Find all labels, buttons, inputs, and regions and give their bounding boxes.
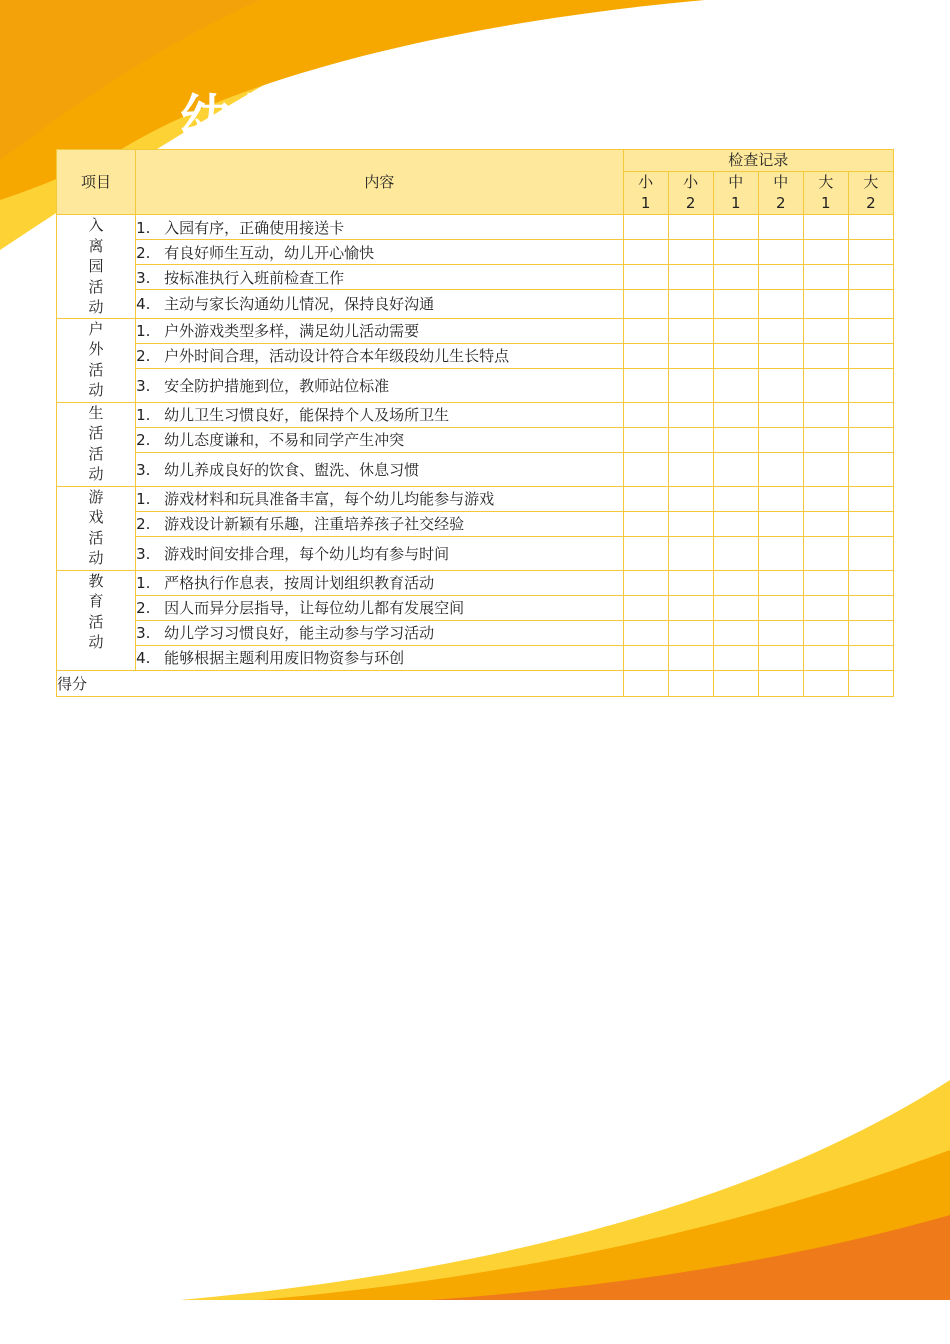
record-cell[interactable]: [803, 402, 848, 427]
item-number: 2.: [136, 515, 151, 533]
item-text: 幼儿卫生习惯良好，能保持个人及场所卫生: [164, 406, 450, 424]
category-char: 动: [88, 465, 104, 483]
record-cell[interactable]: [803, 595, 848, 620]
record-cell[interactable]: [848, 452, 893, 486]
record-cell[interactable]: [713, 318, 758, 343]
score-cell[interactable]: [848, 670, 893, 696]
item-text: 幼儿学习习惯良好，能主动参与学习活动: [164, 624, 435, 642]
content-cell: [136, 402, 624, 427]
table-row: [57, 290, 894, 318]
record-cell[interactable]: [713, 645, 758, 670]
record-cell[interactable]: [623, 511, 668, 536]
header-record: 检查记录: [623, 150, 893, 172]
record-cell[interactable]: [848, 536, 893, 570]
category-cell: [57, 318, 136, 402]
record-cell[interactable]: [713, 290, 758, 318]
item-number: 2.: [136, 599, 151, 617]
record-cell[interactable]: [848, 427, 893, 452]
record-cell[interactable]: [848, 645, 893, 670]
content-cell: [136, 343, 624, 368]
record-cell[interactable]: [668, 486, 713, 511]
record-cell[interactable]: [848, 620, 893, 645]
item-number: 2.: [136, 431, 151, 449]
record-cell[interactable]: [668, 215, 713, 240]
item-text: 游戏材料和玩具准备丰富，每个幼儿均能参与游戏: [164, 490, 495, 508]
record-cell[interactable]: [668, 645, 713, 670]
header-class-column: 小 1: [623, 172, 668, 215]
record-cell[interactable]: [713, 427, 758, 452]
record-cell[interactable]: [713, 620, 758, 645]
category-char: 动: [88, 298, 104, 316]
table-row: [57, 570, 894, 595]
item-text: 有良好师生互动，幼儿开心愉快: [164, 243, 375, 262]
record-cell[interactable]: [758, 645, 803, 670]
category-char: 动: [88, 549, 104, 567]
score-cell[interactable]: [623, 670, 668, 696]
header-class-column: 大 2: [848, 172, 893, 215]
item-text: 按标准执行入班前检查工作: [164, 268, 345, 287]
record-cell[interactable]: [803, 318, 848, 343]
record-cell[interactable]: [848, 343, 893, 368]
item-number: 1.: [136, 322, 151, 340]
record-cell[interactable]: [623, 570, 668, 595]
category-char: 动: [88, 633, 104, 651]
item-text: 游戏设计新颖有乐趣，注重培养孩子社交经验: [164, 515, 465, 533]
table-row: [57, 452, 894, 486]
table-row: [57, 343, 894, 368]
record-cell[interactable]: [668, 511, 713, 536]
table-row: [57, 645, 894, 670]
category-cell: [57, 486, 136, 570]
record-cell[interactable]: [848, 402, 893, 427]
record-cell[interactable]: [758, 290, 803, 318]
record-cell[interactable]: [668, 570, 713, 595]
record-cell[interactable]: [623, 343, 668, 368]
item-text: 严格执行作息表，按周计划组织教育活动: [164, 574, 435, 592]
record-cell[interactable]: [623, 402, 668, 427]
content-cell: [136, 595, 624, 620]
table-row: [57, 402, 894, 427]
item-text: 主动与家长沟通幼儿情况，保持良好沟通: [164, 295, 435, 314]
table-row: [57, 318, 894, 343]
header-content: 内容: [136, 150, 624, 215]
record-cell[interactable]: [803, 645, 848, 670]
table-header: [57, 150, 894, 215]
item-number: 3.: [136, 460, 151, 479]
record-cell[interactable]: [623, 620, 668, 645]
header-class-column: 大 1: [803, 172, 848, 215]
content-cell: [136, 452, 624, 486]
record-cell[interactable]: [803, 265, 848, 290]
category-cell: [57, 215, 136, 319]
record-cell[interactable]: [668, 595, 713, 620]
category-char: 活: [88, 528, 104, 547]
record-cell[interactable]: [848, 215, 893, 240]
table-row: [57, 536, 894, 570]
record-cell[interactable]: [803, 343, 848, 368]
item-number: 1.: [136, 406, 151, 424]
record-cell[interactable]: [758, 240, 803, 265]
score-row: [57, 670, 894, 696]
record-cell[interactable]: [848, 290, 893, 318]
table-body: [57, 215, 894, 697]
item-number: 3.: [136, 376, 151, 395]
record-cell[interactable]: [668, 343, 713, 368]
item-number: 4.: [136, 295, 151, 314]
record-cell[interactable]: [623, 215, 668, 240]
item-text: 幼儿态度谦和，不易和同学产生冲突: [164, 431, 405, 449]
item-text: 游戏时间安排合理，每个幼儿均有参与时间: [164, 544, 450, 563]
content-cell: [136, 486, 624, 511]
item-text: 幼儿养成良好的饮食、盥洗、休息习惯: [164, 460, 420, 479]
item-number: 2.: [136, 243, 151, 262]
item-text: 户外时间合理，活动设计符合本年级段幼儿生长特点: [164, 347, 510, 365]
table-row: [57, 265, 894, 290]
item-number: 2.: [136, 347, 151, 365]
record-cell[interactable]: [803, 215, 848, 240]
record-cell[interactable]: [848, 486, 893, 511]
category-char: 戏: [88, 508, 104, 526]
record-cell[interactable]: [758, 215, 803, 240]
content-cell: [136, 570, 624, 595]
score-label: 得分: [57, 670, 624, 696]
record-cell[interactable]: [623, 290, 668, 318]
record-cell[interactable]: [803, 290, 848, 318]
record-cell[interactable]: [713, 536, 758, 570]
record-cell[interactable]: [803, 620, 848, 645]
record-cell[interactable]: [848, 265, 893, 290]
record-cell[interactable]: [713, 215, 758, 240]
table-row: [57, 215, 894, 240]
item-number: 3.: [136, 544, 151, 563]
inspection-table: [56, 149, 894, 697]
category-char: 活: [88, 424, 104, 442]
content-cell: [136, 265, 624, 290]
record-cell[interactable]: [758, 368, 803, 402]
category-char: 游: [88, 487, 104, 506]
record-cell[interactable]: [623, 318, 668, 343]
record-cell[interactable]: [758, 452, 803, 486]
table-row: [57, 240, 894, 265]
record-cell[interactable]: [758, 536, 803, 570]
item-number: 1.: [136, 574, 151, 592]
record-cell[interactable]: [668, 318, 713, 343]
record-cell[interactable]: [758, 486, 803, 511]
category-char: 入: [88, 216, 104, 234]
category-char: 育: [88, 592, 104, 610]
category-char: 户: [88, 319, 104, 338]
record-cell[interactable]: [623, 486, 668, 511]
record-cell[interactable]: [803, 511, 848, 536]
record-cell[interactable]: [623, 595, 668, 620]
record-cell[interactable]: [713, 486, 758, 511]
content-cell: [136, 427, 624, 452]
record-cell[interactable]: [668, 265, 713, 290]
item-text: 能够根据主题利用废旧物资参与环创: [164, 649, 405, 667]
header-class-column: 中 2: [758, 172, 803, 215]
record-cell[interactable]: [623, 265, 668, 290]
record-cell[interactable]: [668, 240, 713, 265]
record-cell[interactable]: [758, 570, 803, 595]
record-cell[interactable]: [668, 620, 713, 645]
record-cell[interactable]: [758, 427, 803, 452]
score-cell[interactable]: [758, 670, 803, 696]
record-cell[interactable]: [758, 620, 803, 645]
content-cell: [136, 215, 624, 240]
record-cell[interactable]: [623, 427, 668, 452]
record-cell[interactable]: [803, 536, 848, 570]
record-cell[interactable]: [713, 402, 758, 427]
record-cell[interactable]: [668, 368, 713, 402]
content-cell: [136, 645, 624, 670]
page-title: 幼儿: [180, 89, 288, 147]
record-cell[interactable]: [803, 452, 848, 486]
category-char: 教: [88, 571, 104, 590]
table-row: [57, 427, 894, 452]
record-cell[interactable]: [713, 570, 758, 595]
item-number: 4.: [136, 649, 151, 667]
record-cell[interactable]: [848, 570, 893, 595]
content-cell: [136, 536, 624, 570]
record-cell[interactable]: [623, 536, 668, 570]
record-cell[interactable]: [803, 427, 848, 452]
table-row: [57, 511, 894, 536]
record-cell[interactable]: [668, 452, 713, 486]
record-cell[interactable]: [758, 511, 803, 536]
score-cell[interactable]: [668, 670, 713, 696]
content-cell: [136, 240, 624, 265]
record-cell[interactable]: [713, 368, 758, 402]
record-cell[interactable]: [713, 240, 758, 265]
category-char: 生: [88, 403, 104, 422]
item-number: 1.: [136, 218, 151, 237]
table-row: [57, 620, 894, 645]
content-cell: [136, 511, 624, 536]
item-text: 入园有序，正确使用接送卡: [164, 218, 345, 237]
category-char: 外: [88, 340, 104, 358]
category-char: 活: [88, 277, 104, 296]
record-cell[interactable]: [713, 595, 758, 620]
content-cell: [136, 290, 624, 318]
item-text: 户外游戏类型多样，满足幼儿活动需要: [164, 322, 420, 340]
record-cell[interactable]: [623, 645, 668, 670]
record-cell[interactable]: [713, 265, 758, 290]
record-cell[interactable]: [758, 595, 803, 620]
category-cell: [57, 570, 136, 670]
table-row: [57, 595, 894, 620]
record-cell[interactable]: [668, 427, 713, 452]
category-char: 动: [88, 381, 104, 399]
record-cell[interactable]: [803, 570, 848, 595]
record-cell[interactable]: [713, 452, 758, 486]
header-item: 项目: [57, 150, 136, 215]
table-row: [57, 368, 894, 402]
item-text: 安全防护措施到位，教师站位标准: [164, 376, 390, 395]
record-cell[interactable]: [713, 343, 758, 368]
record-cell[interactable]: [758, 402, 803, 427]
category-char: 活: [88, 612, 104, 631]
item-number: 3.: [136, 624, 151, 642]
record-cell[interactable]: [713, 511, 758, 536]
record-cell[interactable]: [758, 265, 803, 290]
content-cell: [136, 318, 624, 343]
record-cell[interactable]: [668, 536, 713, 570]
record-cell[interactable]: [848, 511, 893, 536]
record-cell[interactable]: [668, 402, 713, 427]
item-number: 1.: [136, 490, 151, 508]
header-class-column: 中 1: [713, 172, 758, 215]
record-cell[interactable]: [848, 240, 893, 265]
record-cell[interactable]: [803, 368, 848, 402]
record-cell[interactable]: [668, 290, 713, 318]
record-cell[interactable]: [803, 486, 848, 511]
record-cell[interactable]: [623, 240, 668, 265]
category-char: 活: [88, 360, 104, 379]
record-cell[interactable]: [848, 368, 893, 402]
record-cell[interactable]: [758, 318, 803, 343]
category-char: 园: [88, 257, 104, 275]
score-cell[interactable]: [713, 670, 758, 696]
record-cell[interactable]: [758, 343, 803, 368]
record-cell[interactable]: [623, 368, 668, 402]
category-cell: [57, 402, 136, 486]
record-cell[interactable]: [848, 318, 893, 343]
score-cell[interactable]: [803, 670, 848, 696]
item-text: 因人而异分层指导，让每位幼儿都有发展空间: [164, 599, 465, 617]
record-cell[interactable]: [623, 452, 668, 486]
category-char: 离: [88, 236, 104, 255]
category-char: 活: [88, 444, 104, 463]
content-cell: [136, 368, 624, 402]
record-cell[interactable]: [848, 595, 893, 620]
header-class-column: 小 2: [668, 172, 713, 215]
record-cell[interactable]: [803, 240, 848, 265]
content-cell: [136, 620, 624, 645]
table-row: [57, 486, 894, 511]
item-number: 3.: [136, 268, 151, 287]
